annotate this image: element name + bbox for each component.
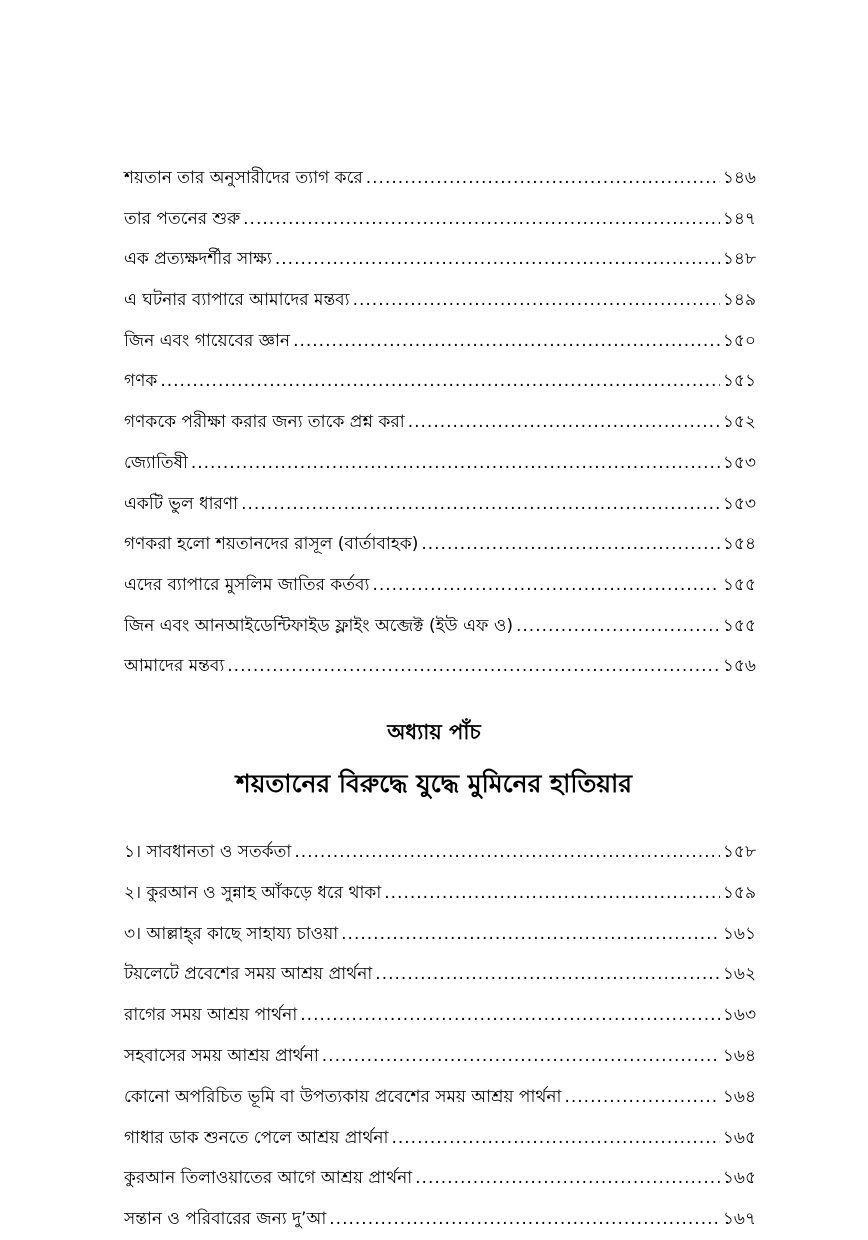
dot-leader — [191, 443, 720, 484]
toc-entry-page: ১৬৩ — [722, 1005, 756, 1026]
dot-leader — [375, 954, 720, 995]
table-of-contents-section-one — [124, 158, 756, 687]
toc-entry — [124, 443, 756, 484]
toc-entry — [124, 954, 756, 995]
dot-leader — [366, 158, 720, 199]
toc-entry-title: শয়তান তার অনুসারীদের ত্যাগ করে — [124, 168, 363, 188]
toc-entry — [124, 239, 756, 280]
toc-entry-page: ১৫৩ — [722, 452, 756, 473]
toc-entry-page: ১৬৫ — [722, 1127, 756, 1148]
toc-entry-title: আমাদের মন্তব্য — [124, 656, 225, 677]
dot-leader — [516, 606, 720, 647]
toc-entry-title: জিন এবং গায়েবের জ্ঞান — [124, 330, 291, 351]
toc-entry — [124, 1199, 756, 1240]
chapter-label: অধ্যায় পাঁচ — [387, 720, 481, 744]
toc-entry-title: এদের ব্যাপারে মুসলিম জাতির কর্তব্য — [124, 574, 370, 595]
toc-entry-page: ১৫৫ — [722, 574, 756, 595]
toc-entry — [124, 402, 756, 443]
toc-entry-page: ১৫০ — [722, 330, 756, 351]
toc-entry-page: ১৪৮ — [722, 249, 756, 270]
dot-leader — [421, 524, 720, 565]
dot-leader — [353, 280, 720, 321]
toc-entry — [124, 832, 756, 873]
toc-entry-title: গণক — [124, 371, 158, 392]
toc-entry — [124, 1036, 756, 1077]
toc-entry — [124, 646, 756, 687]
toc-entry-title: এক প্রত্যক্ষদর্শীর সাক্ষ্য — [124, 249, 272, 270]
toc-entry — [124, 361, 756, 402]
dot-leader — [384, 873, 720, 914]
toc-entry-page: ১৫৪ — [722, 534, 756, 555]
dot-leader — [564, 1077, 719, 1118]
toc-entry-title: গাধার ডাক শুনতে পেলে আশ্রয় প্রার্থনা — [124, 1127, 389, 1148]
toc-entry-page: ১৪৬ — [722, 168, 756, 188]
toc-entry-page: ১৫৮ — [722, 842, 756, 862]
toc-entry-page: ১৬১ — [722, 923, 756, 944]
toc-entry-page: ১৫৬ — [722, 656, 756, 677]
toc-entry-title: গণককে পরীক্ষা করার জন্য তাকে প্রশ্ন করা — [124, 412, 405, 433]
toc-entry-page: ১৬২ — [722, 964, 756, 985]
dot-leader — [293, 321, 720, 362]
toc-entry-page: ১৪৯ — [722, 290, 756, 311]
dot-leader — [341, 914, 720, 955]
dot-leader — [329, 1199, 720, 1240]
toc-entry-title: সন্তান ও পরিবারের জন্য দু’আ — [124, 1209, 327, 1230]
table-of-contents-section-two — [124, 832, 756, 1240]
toc-entry-title: কুরআন তিলাওয়াতের আগে আশ্রয় প্রার্থনা — [124, 1168, 413, 1189]
toc-entry-title: তার পতনের শুরু — [124, 208, 241, 229]
toc-entry-title: ৩। আল্লাহ্‌র কাছে সাহায্য চাওয়া — [124, 923, 339, 944]
toc-entry-title: জ্যোতিষী — [124, 452, 188, 473]
toc-entry — [124, 199, 756, 240]
toc-entry — [124, 565, 756, 606]
dot-leader — [241, 484, 720, 525]
toc-entry — [124, 484, 756, 525]
toc-entry — [124, 1158, 756, 1199]
toc-entry — [124, 280, 756, 321]
toc-entry-page: ১৬৭ — [722, 1209, 756, 1230]
dot-leader — [294, 832, 720, 873]
toc-entry — [124, 873, 756, 914]
dot-leader — [408, 402, 720, 443]
dot-leader — [275, 239, 720, 280]
toc-entry-title: সহবাসের সময় আশ্রয় প্রার্থনা — [124, 1045, 319, 1066]
toc-entry — [124, 995, 756, 1036]
toc-entry-page: ১৫১ — [722, 371, 756, 392]
dot-leader — [372, 565, 719, 606]
chapter-title: শয়তানের বিরুদ্ধে যুদ্ধে মুমিনের হাতিয়ার — [235, 769, 633, 798]
toc-entry-title: এ ঘটনার ব্যাপারে আমাদের মন্তব্য — [124, 290, 350, 311]
toc-entry — [124, 524, 756, 565]
dot-leader — [415, 1158, 720, 1199]
dot-leader — [391, 1118, 719, 1159]
toc-entry-page: ১৫৫ — [722, 615, 756, 636]
toc-entry-title: ১। সাবধানতা ও সতর্কতা — [124, 842, 292, 862]
toc-entry — [124, 914, 756, 955]
toc-entry-title: একটি ভুল ধারণা — [124, 493, 239, 514]
toc-entry-title: গণকরা হলো শয়তানদের রাসূল (বার্তাবাহক) — [124, 534, 419, 555]
toc-entry — [124, 1077, 756, 1118]
toc-entry-page: ১৬৪ — [722, 1086, 756, 1107]
toc-entry-page: ১৬৫ — [722, 1168, 756, 1189]
toc-entry-page: ১৬৪ — [722, 1045, 756, 1066]
toc-entry — [124, 1118, 756, 1159]
toc-entry — [124, 606, 756, 647]
dot-leader — [160, 361, 720, 402]
toc-entry-title: রাগের সময় আশ্রয় পার্থনা — [124, 1005, 298, 1026]
toc-entry-page: ১৫৯ — [722, 882, 756, 903]
dot-leader — [300, 995, 720, 1036]
toc-entry-title: ২। কুরআন ও সুন্নাহ আঁকড়ে ধরে থাকা — [124, 882, 382, 903]
toc-entry — [124, 158, 756, 199]
toc-entry-page: ১৫৩ — [722, 493, 756, 514]
toc-entry-title: টয়লেটে প্রবেশের সময় আশ্রয় প্রার্থনা — [124, 964, 373, 985]
toc-entry-page: ১৪৭ — [722, 208, 756, 229]
dot-leader — [322, 1036, 720, 1077]
dot-leader — [243, 199, 720, 240]
dot-leader — [227, 646, 720, 687]
toc-entry-title: জিন এবং আনআইডেন্টিফাইড ফ্লাইং অব্জেক্ট (ইউ এফ ও) — [124, 615, 513, 636]
toc-entry-title: কোনো অপরিচিত ভূমি বা উপত্যকায় প্রবেশের সময় আশ্রয় পার্থনা — [124, 1086, 562, 1107]
toc-entry — [124, 321, 756, 362]
toc-entry-page: ১৫২ — [722, 412, 756, 433]
